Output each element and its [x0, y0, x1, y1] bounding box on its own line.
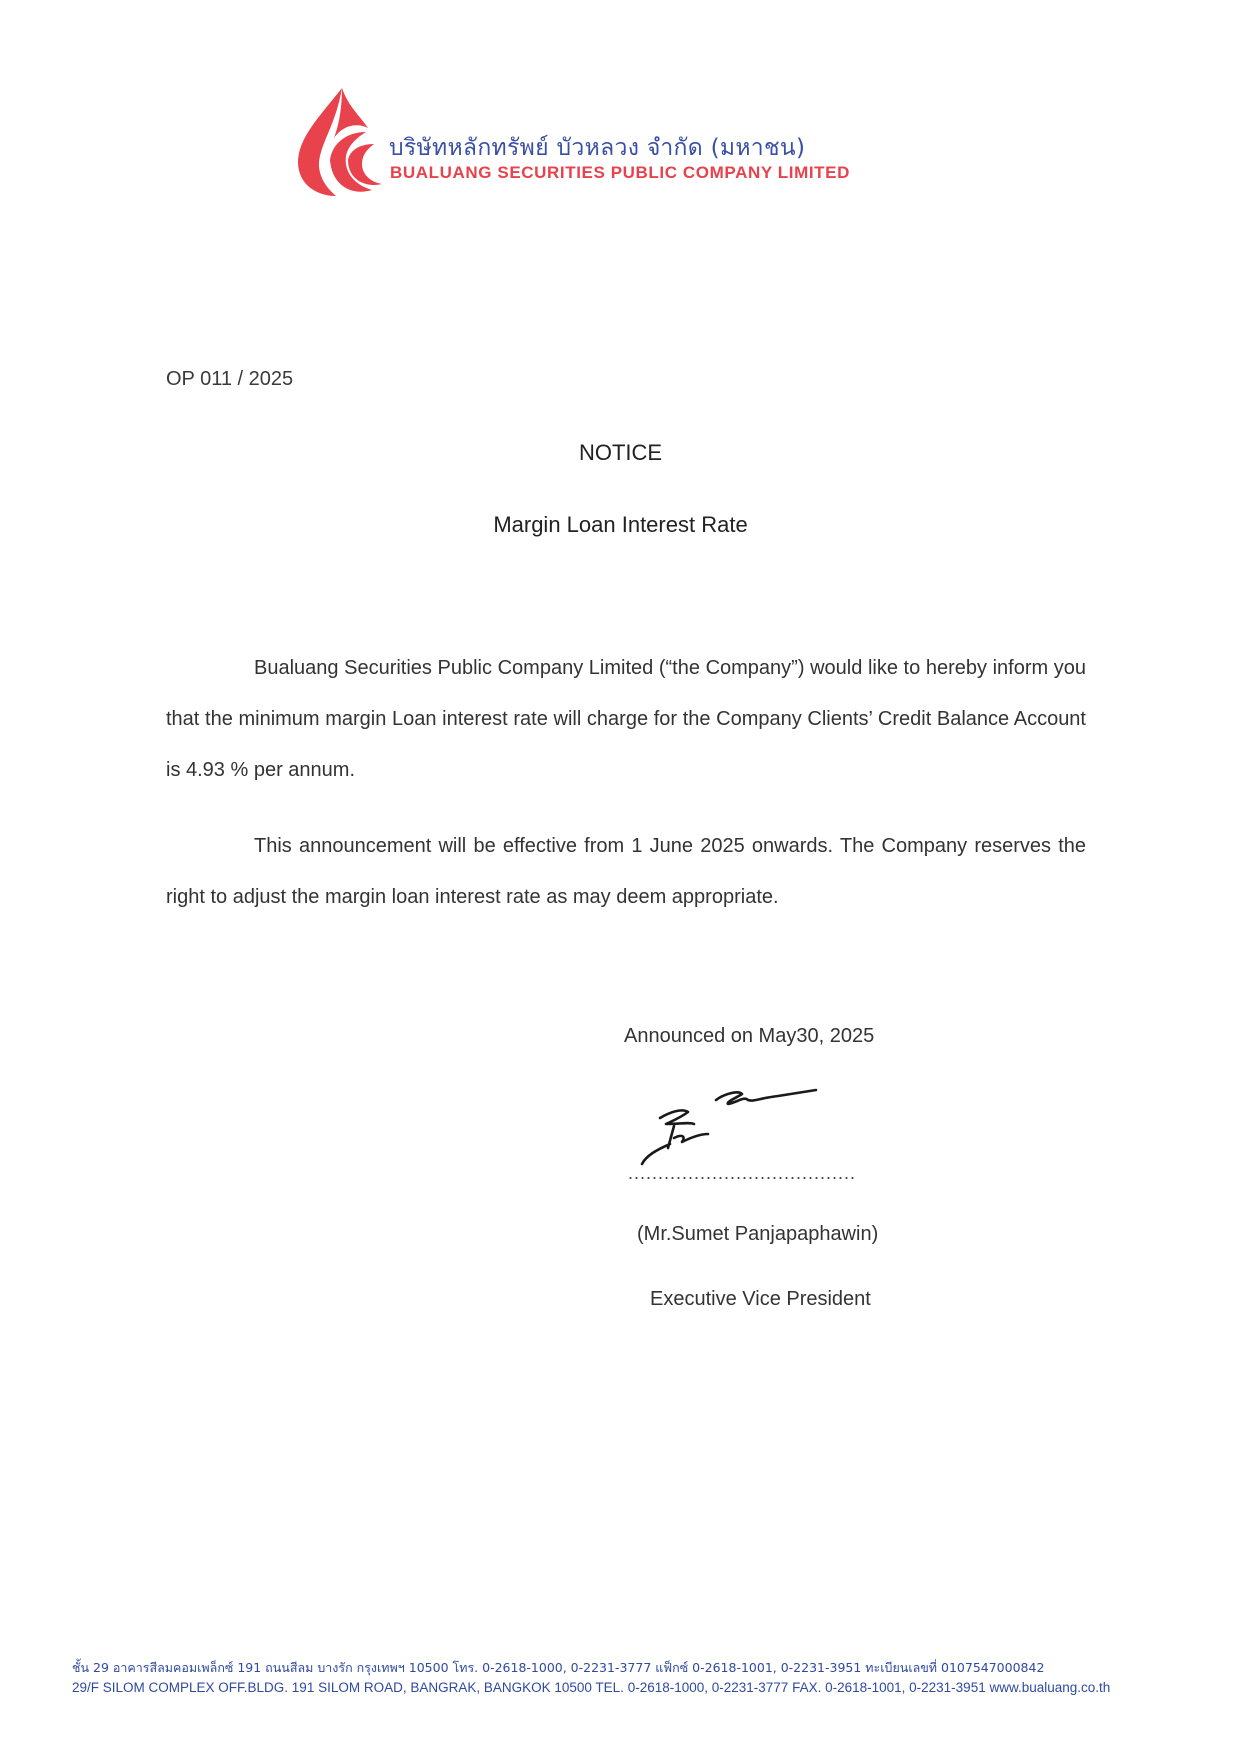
- company-name-thai: บริษัทหลักทรัพย์ บัวหลวง จำกัด (มหาชน): [389, 135, 806, 161]
- announcement-date: Announced on May30, 2025: [624, 1025, 875, 1047]
- footer-line-thai: ชั้น 29 อาคารสีลมคอมเพล็กซ์ 191 ถนนสีลม บางรัก กรุงเทพฯ 10500 โทร. 0-2618-1000, 0-2231-3777 แฟ็กซ์ 0-2618-1001, 0-2231-3951 ทะเบียนเลขที่ 0107547000842: [72, 1660, 1045, 1675]
- company-name-english: BUALUANG SECURITIES PUBLIC COMPANY LIMITED: [390, 163, 850, 182]
- notice-title: NOTICE: [578, 440, 663, 465]
- letterhead: [290, 86, 990, 206]
- body-paragraph-1: Bualuang Securities Public Company Limited (“the Company”) would like to hereby inform you that the minimum margin Loan interest rate will charge for the Company Clients’ Credit Balance Account is 4.93 % per annum.: [166, 657, 1086, 781]
- signer-name: (Mr.Sumet Panjapaphawin): [637, 1223, 879, 1245]
- footer-line-english: 29/F SILOM COMPLEX OFF.BLDG. 191 SILOM ROAD, BANGRAK, BANGKOK 10500 TEL. 0-2618-1000, 0-2231-3777 FAX. 0-2618-1001, 0-2231-3951 www.bualuang.co.th: [72, 1680, 1111, 1695]
- footer-address: [72, 1658, 1172, 1698]
- lotus-petal-logo-icon: [290, 86, 386, 198]
- signer-title: Executive Vice President: [650, 1288, 871, 1310]
- notice-subtitle: Margin Loan Interest Rate: [493, 512, 748, 537]
- signature-line: ......................................: [628, 1163, 857, 1183]
- reference-number: OP 011 / 2025: [166, 368, 294, 390]
- body-paragraph-2: This announcement will be effective from 1 June 2025 onwards. The Company reserves the right to adjust the margin loan interest rate as may deem appropriate.: [166, 835, 1086, 908]
